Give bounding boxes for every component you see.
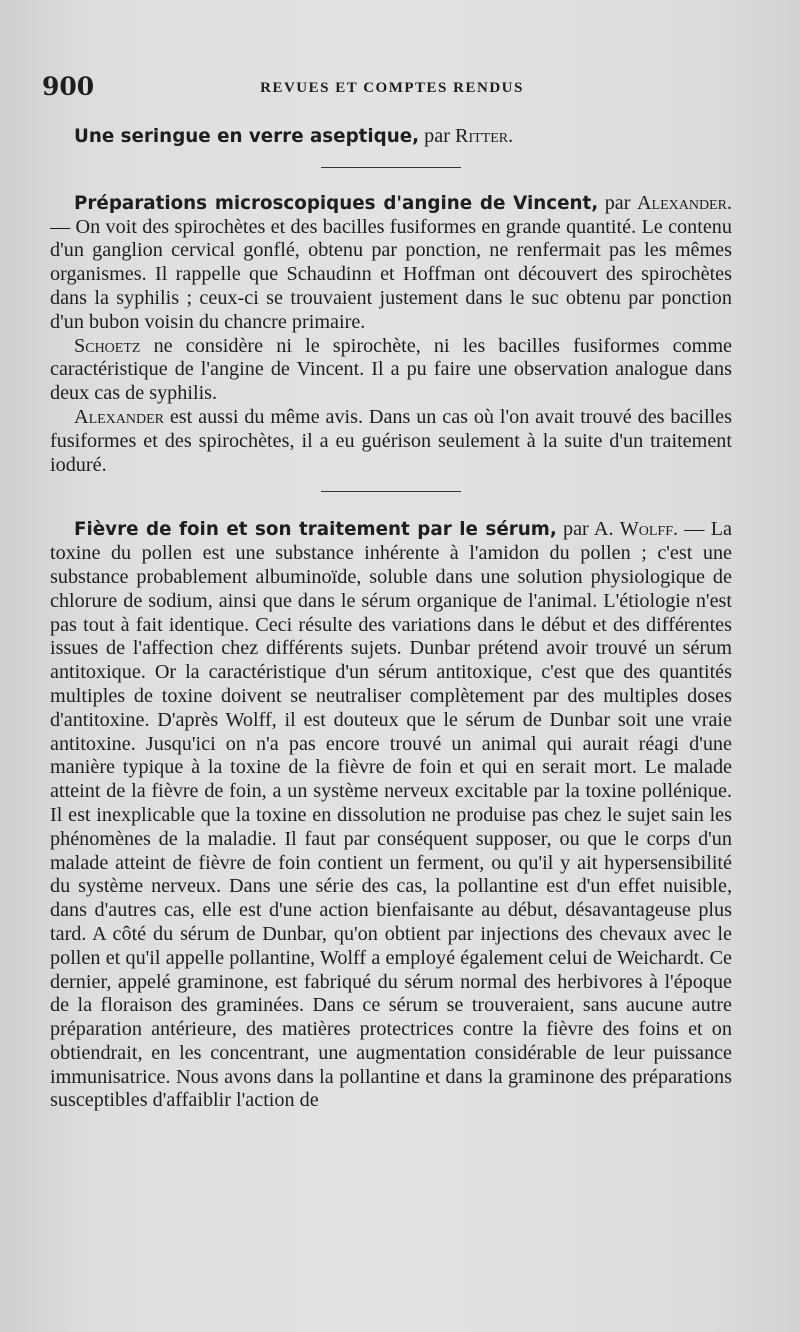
paragraph <box>50 406 732 477</box>
byline-text: par <box>598 191 637 214</box>
article-title: Fièvre de foin et son traitement par le sérum, <box>74 519 557 541</box>
byline-end: . <box>508 125 514 147</box>
article-vincent <box>50 192 732 335</box>
article-title: Une seringue en verre aseptique, <box>74 126 420 147</box>
article-text: . — On voit des spirochètes et des bacilles fusiformes en grande quantité. Le contenu d'un ganglion cervical gonflé, obtenu par ponction, ne renfermait pas les mêmes organismes. Il rappelle que Schaudinn et Hoffman ont découvert des spirochètes dans la syphilis ; ceux-ci se trouvaient justement dans le suc obtenu par ponction d'un bubon voisin du chancre primaire. <box>50 191 732 333</box>
author-name: Ritter <box>454 125 509 147</box>
article-text: . — La toxine du pollen est une substance inhérente à l'amidon du pollen ; c'est une substance probablement albuminoïde, soluble dans une solution physiologique de chlorure de sodium, ainsi que dans le sérum organique de l'animal. L'étiologie n'est pas tout à fait identique. Ceci résulte des variations dans le début et des différentes issues de l'affection chez différents sujets. Dunbar prétend avoir trouvé un sérum antitoxique. Or la caractéristique d'un sérum antitoxique, c'est que des quantités multiples de toxine doivent se neutraliser complètement par des multiples doses d'antitoxine. D'après Wolff, il est douteux que le sérum de Dunbar soit une vraie antitoxine. Jusqu'ici on n'a pas encore trouvé un animal qui aurait réagi d'une manière typique à la toxine de la fièvre de foin et qui en serait mort. Le malade atteint de la fièvre de foin, a un système nerveux excitable par la toxine pollénique. Il est inexplicable que la toxine en dissolution ne produise pas chez le sujet sain les phénomènes de la maladie. Il faut par conséquent supposer, ou que le corps d'un malade atteint de fièvre de foin contient un ferment, ou qu'il y ait hypersensibilité du système nerveux. Dans une série des cas, la pollantine est d'un effet nuisible, dans d'autres cas, elle est d'une action bienfaisante au début, désavantageuse plus tard. A côté du sérum de Dunbar, qu'on obtient par injections des chevaux avec le pollen et qu'il appelle pollantine, Wolff a employé également celui de Weichardt. Ce dernier, appelé graminone, est fabriqué du sérum normal des herbivores à l'époque de la floraison des graminées. Dans ce sérum se trouveraient, sans aucune autre préparation antérieure, des matières protectrices contre la fièvre des foins et on obtiendrait, en les concentrant, une augmentation considérable de leur puissance immunisatrice. Nous avons dans la pollantine et dans la graminone des préparations susceptibles d'affaiblir l'action de <box>50 518 732 1112</box>
section-divider <box>321 491 461 492</box>
author-name: Schoetz <box>74 334 141 357</box>
article-fievre-de-foin <box>50 518 732 1113</box>
page-number: 900 <box>42 72 95 101</box>
article-ritter <box>50 125 732 149</box>
author-name: Wolff <box>619 518 674 541</box>
page-header <box>42 72 742 102</box>
section-divider <box>321 167 461 168</box>
byline-text: par A. <box>556 518 620 541</box>
running-head: REVUES ET COMPTES RENDUS <box>260 80 524 96</box>
byline-text: par <box>419 125 455 147</box>
paragraph-text: est aussi du même avis. Dans un cas où l'on avait trouvé des bacilles fusiformes et des spirochètes, il a eu guérison seulement à la suite d'un traitement ioduré. <box>50 405 732 476</box>
paragraph-text: ne considère ni le spirochète, ni les bacilles fusiformes comme caractéristique de l'angine de Vincent. Il a pu faire une observation analogue dans deux cas de syphilis. <box>50 334 732 405</box>
paragraph <box>50 335 732 406</box>
article-title: Préparations microscopiques d'angine de Vincent, <box>74 192 599 214</box>
author-name: Alexander <box>74 405 165 428</box>
page-body <box>50 125 732 1113</box>
author-name: Alexander <box>636 191 727 214</box>
